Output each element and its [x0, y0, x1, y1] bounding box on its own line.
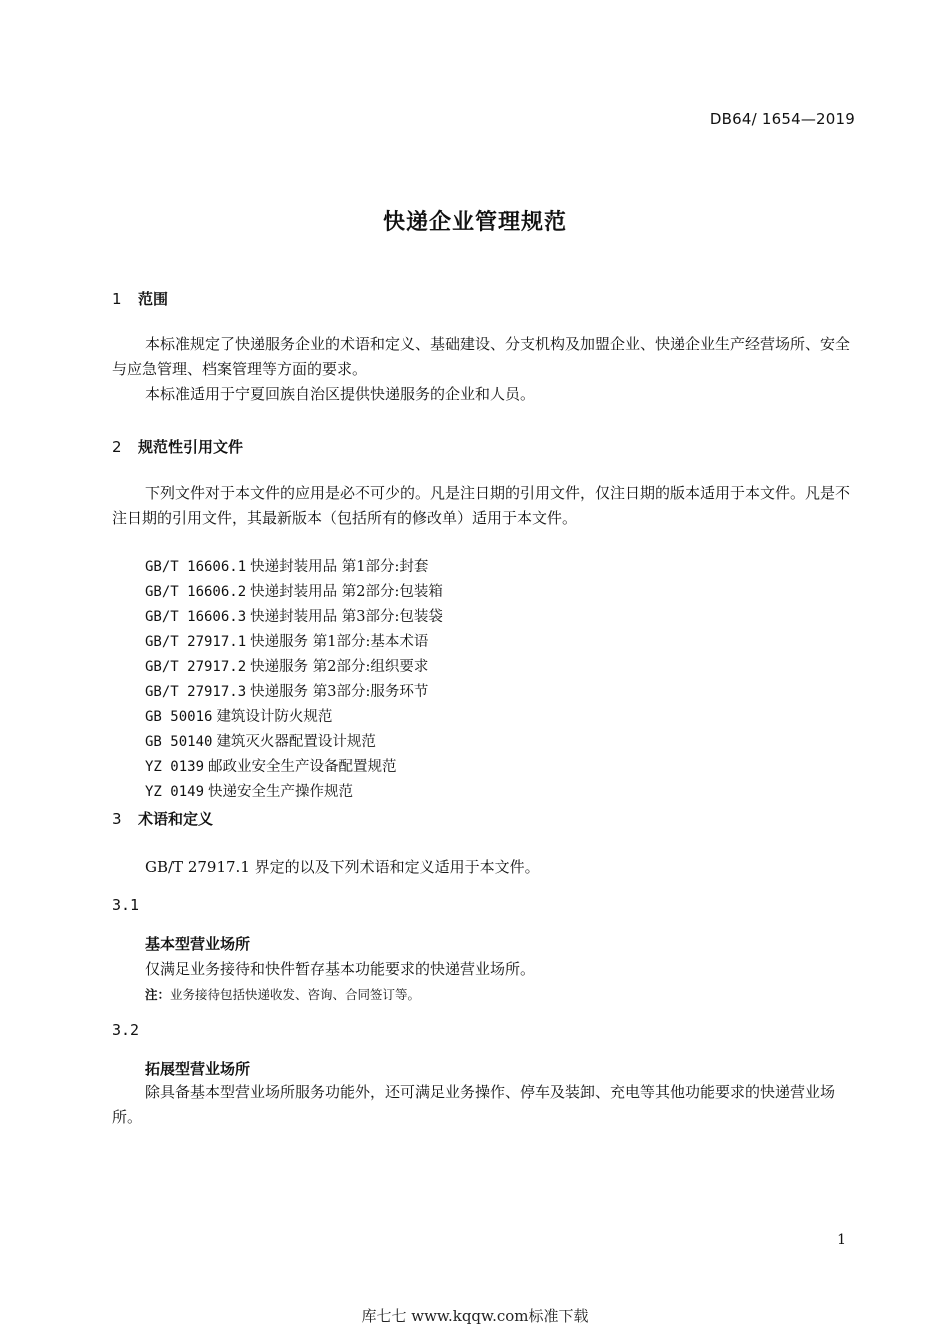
reference-code: GB/T 27917.2	[145, 659, 247, 675]
reference-item	[145, 730, 443, 755]
reference-item	[145, 605, 443, 630]
reference-code: GB/T 27917.1	[145, 634, 247, 650]
note-label: 注：	[145, 987, 171, 1002]
section-number: 1	[112, 290, 122, 308]
document-title: 快递企业管理规范	[382, 210, 567, 235]
section-1-paragraph-2: 本标准适用于宁夏回族自治区提供快递服务的企业和人员。	[145, 385, 536, 403]
reference-title: 快递服务 第1部分:基本术语	[250, 634, 429, 650]
section-1-heading	[112, 288, 168, 309]
note-text: 业务接待包括快递收发、咨询、合同签订等。	[170, 987, 421, 1002]
reference-item	[145, 680, 443, 705]
term-3-2-number: 3.2	[112, 1021, 140, 1039]
section-2-paragraph-1: 下列文件对于本文件的应用是必不可少的。凡是注日期的引用文件，仅注日期的版本适用于本文件。凡是不注日期的引用文件，其最新版本（包括所有的修改单）适用于本文件。	[112, 484, 851, 527]
reference-item	[145, 580, 443, 605]
section-3-heading	[112, 808, 213, 829]
reference-code: GB 50140	[145, 734, 213, 750]
reference-code: GB/T 16606.2	[145, 584, 247, 600]
reference-code: GB 50016	[145, 709, 213, 725]
normative-reference-list	[145, 555, 443, 805]
term-3-1-definition: 仅满足业务接待和快件暂存基本功能要求的快递营业场所。	[145, 960, 536, 978]
term-3-1-note	[145, 985, 420, 1003]
reference-code: YZ 0139	[145, 759, 205, 775]
section-1-paragraph-1: 本标准规定了快递服务企业的术语和定义、基础建设、分支机构及加盟企业、快递企业生产经营场所、安全与应急管理、档案管理等方面的要求。	[112, 335, 851, 378]
reference-title: 快递封装用品 第2部分:包装箱	[250, 584, 443, 600]
download-watermark: 库七七 www.kqqw.com标准下载	[361, 1307, 589, 1325]
term-3-2-title: 拓展型营业场所	[145, 1060, 251, 1078]
reference-item	[145, 705, 443, 730]
reference-title: 建筑设计防火规范	[216, 709, 333, 725]
reference-item	[145, 780, 443, 805]
reference-code: GB/T 16606.1	[145, 559, 247, 575]
section-number: 3	[112, 810, 122, 828]
reference-title: 邮政业安全生产设备配置规范	[208, 759, 397, 775]
reference-title: 建筑灭火器配置设计规范	[216, 734, 376, 750]
term-3-1-title: 基本型营业场所	[145, 935, 251, 953]
reference-code: YZ 0149	[145, 784, 205, 800]
section-number: 2	[112, 438, 122, 456]
reference-title: 快递封装用品 第3部分:包装袋	[250, 609, 443, 625]
section-3-paragraph-1: GB/T 27917.1 界定的以及下列术语和定义适用于本文件。	[145, 858, 540, 876]
reference-title: 快递安全生产操作规范	[208, 784, 354, 800]
term-3-1-number: 3.1	[112, 896, 140, 914]
reference-title: 快递服务 第3部分:服务环节	[250, 684, 429, 700]
reference-item	[145, 630, 443, 655]
section-title: 范围	[138, 290, 169, 308]
section-2-heading	[112, 436, 243, 457]
document-code: DB64/ 1654—2019	[709, 110, 855, 128]
reference-item	[145, 755, 443, 780]
reference-title: 快递封装用品 第1部分:封套	[250, 559, 429, 575]
reference-item	[145, 655, 443, 680]
section-title: 规范性引用文件	[138, 438, 244, 456]
reference-code: GB/T 27917.3	[145, 684, 247, 700]
reference-item	[145, 555, 443, 580]
term-3-2-definition: 除具备基本型营业场所服务功能外，还可满足业务操作、停车及装卸、充电等其他功能要求的快递营业场所。	[112, 1083, 836, 1126]
reference-code: GB/T 16606.3	[145, 609, 247, 625]
section-title: 术语和定义	[138, 810, 214, 828]
page-number: 1	[837, 1232, 846, 1248]
reference-title: 快递服务 第2部分:组织要求	[250, 659, 429, 675]
